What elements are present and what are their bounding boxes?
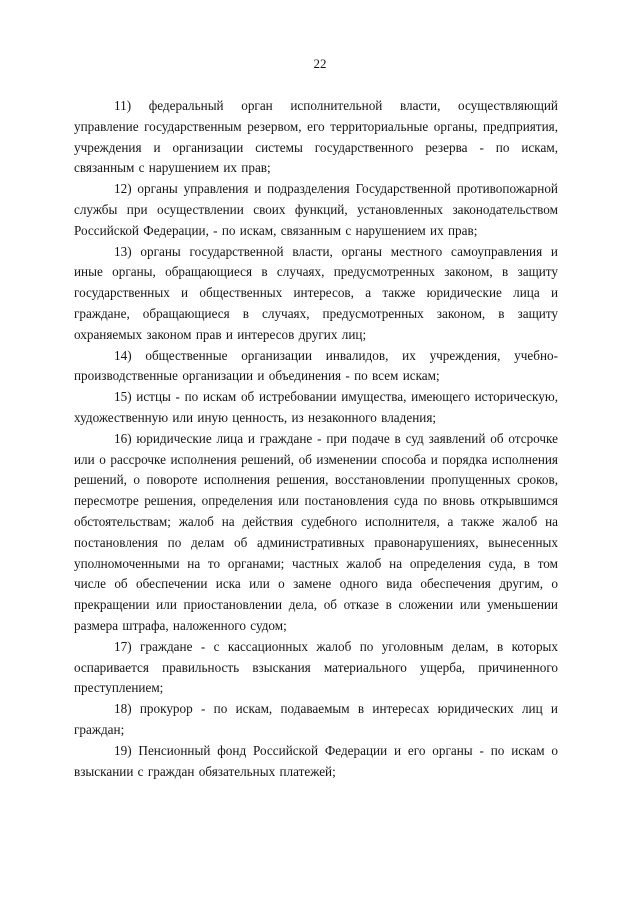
paragraph-item-18: 18) прокурор - по искам, подаваемым в интересах юридических лиц и граждан; — [74, 701, 558, 737]
paragraph-item-11: 11) федеральный орган исполнительной власти, осуществляющий управление государственным резервом, его территориальные органы, предприятия, учреждения и организации системы государственного резерва - по искам, связанным с нарушением их прав; — [74, 98, 558, 176]
paragraph-item-13: 13) органы государственной власти, органы местного самоуправления и иные органы, обращающиеся в случаях, предусмотренных законом, в защиту государственных и общественных интересов, а также юридические лица и граждане, обращающиеся в случаях, предусмотренных законом, в защиту охраняемых законом прав и интересов других лиц; — [74, 243, 558, 342]
paragraph-item-15: 15) истцы - по искам об истребовании имущества, имеющего историческую, художественную или иную ценность, из незаконного владения; — [74, 389, 558, 425]
paragraph-item-17: 17) граждане - с кассационных жалоб по уголовным делам, в которых оспаривается правильность взыскания материального ущерба, причиненного преступлением; — [74, 638, 558, 696]
paragraph-item-16: 16) юридические лица и граждане - при подаче в суд заявлений об отсрочке или о рассрочке исполнения решений, об изменении способа и порядка исполнения решений, о повороте исполнения решения, восстановлении пропущенных сроков, пересмотре решения, определения или постановления суда по вновь открывшимся обстоятельствам; жалоб на действия судебного исполнителя, а также жалоб на постановления по делам об административных правонарушениях, вынесенных уполномоченными на то органами; частных жалоб на определения суда, в том числе об обеспечении иска или о замене одного вида обеспечения другим, о прекращении или приостановлении дела, об отказе в сложении или уменьшении размера штрафа, наложенного судом; — [74, 430, 558, 633]
paragraph-item-12: 12) органы управления и подразделения Государственной противопожарной службы при осуществлении своих функций, установленных законодательством Российской Федерации, - по искам, связанным с нарушением их прав; — [74, 181, 558, 238]
page-number: 22 — [313, 56, 327, 71]
paragraph-item-19: 19) Пенсионный фонд Российской Федерации и его органы - по искам о взыскании с граждан обязательных платежей; — [74, 742, 558, 779]
document-body — [74, 96, 558, 782]
paragraph-item-14: 14) общественные организации инвалидов, их учреждения, учебно-производственные организации и объединения - по всем искам; — [74, 347, 558, 384]
